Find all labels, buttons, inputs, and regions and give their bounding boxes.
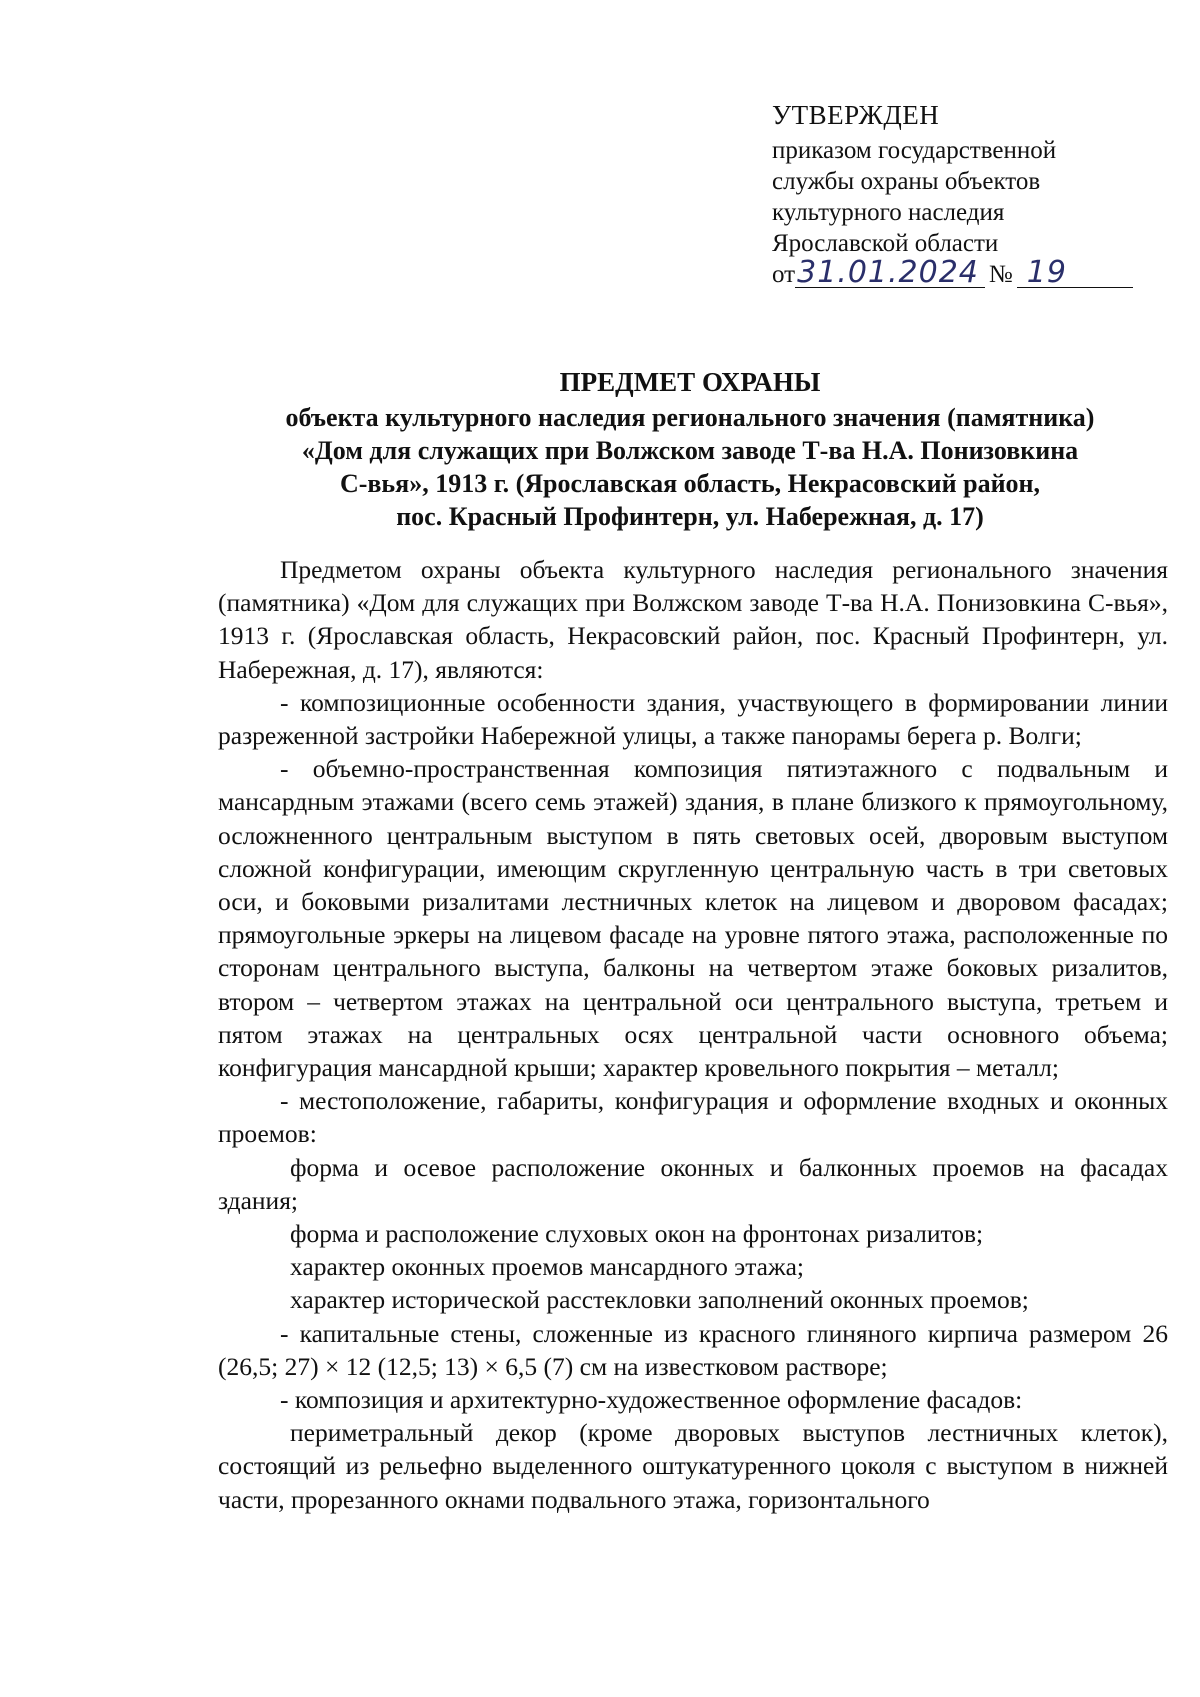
document-title: ПРЕДМЕТ ОХРАНЫ — [559, 367, 821, 397]
body-paragraph-item: - местоположение, габариты, конфигурация и оформление входных и оконных проемов: — [218, 1086, 1168, 1149]
document-heading — [150, 366, 1200, 533]
approval-block — [772, 100, 1132, 290]
body-paragraph-item: - композиция и архитектурно-художественное оформление фасадов: — [280, 1385, 1023, 1415]
approval-line: приказом государственной — [772, 137, 1057, 164]
approval-line: культурного наследия — [772, 199, 1005, 226]
heading-line: «Дом для служащих при Волжском заводе Т-ва Н.А. Понизовкина — [301, 436, 1079, 465]
body-paragraph-intro: Предметом охраны объекта культурного наследия регионального значения (памятника) «Дом для служащих при Волжском заводе Т-ва Н.А. Понизовкина С-вья», 1913 г. (Ярославская область, Некрасовский район, пос. Красный Профинтерн, ул. Набережная, д. 17), являются: — [218, 555, 1168, 684]
approval-date-number-line — [772, 255, 1132, 290]
approval-line: службы охраны объектов — [772, 168, 1041, 195]
heading-line: С-вья», 1913 г. (Ярославская область, Некрасовский район, — [339, 469, 1041, 498]
body-paragraph-item: - капитальные стены, сложенные из красного глиняного кирпича размером 26 (26,5; 27) × 12 (12,5; 13) × 6,5 (7) см на известковом растворе; — [218, 1318, 1168, 1381]
handwritten-number: 19 — [1017, 259, 1133, 288]
approval-title: УТВЕРЖДЕН — [772, 100, 940, 130]
date-prefix: от — [772, 261, 796, 288]
document-body — [218, 553, 1168, 1516]
body-paragraph-subitem: форма и осевое расположение оконных и балконных проемов на фасадах здания; — [218, 1152, 1168, 1215]
body-paragraph-subitem: форма и расположение слуховых окон на фронтонах ризалитов; — [290, 1219, 984, 1249]
body-paragraph-subitem: периметральный декор (кроме дворовых выступов лестничных клеток), состоящий из рельефно выделенного оштукатуренного цоколя с выступом в нижней части, прорезанного окнами подвального этажа, горизонтального — [218, 1418, 1168, 1514]
number-sign: № — [988, 261, 1013, 288]
body-paragraph-subitem: характер оконных проемов мансардного этажа; — [290, 1252, 805, 1282]
handwritten-date: 31.01.2024 — [795, 259, 985, 288]
body-paragraph-item: - объемно-пространственная композиция пятиэтажного с подвальным и мансардным этажами (всего семь этажей) здания, в плане близкого к прямоугольному, осложненного центральным выступом в пять световых осей, дворовым выступом сложной конфигурации, имеющим скругленную центральную часть в три световых оси, и боковыми ризалитами лестничных клеток на лицевом и дворовом фасадах; прямоугольные эркеры на лицевом фасаде на уровне пятого этажа, расположенные по сторонам центрального выступа, балконы на четвертом этаже боковых ризалитов, втором – четвертом этажах на центральной оси центрального выступа, третьем и пятом этажах на центральных осях центральной части основного объема; конфигурация мансардной крыши; характер кровельного покрытия – металл; — [218, 754, 1168, 1083]
heading-line: объекта культурного наследия регионального значения (памятника) — [285, 403, 1095, 432]
approval-line: Ярославской области — [772, 230, 999, 257]
body-paragraph-subitem: характер исторической расстекловки заполнений оконных проемов; — [290, 1285, 1029, 1315]
heading-line: пос. Красный Профинтерн, ул. Набережная, д. 17) — [396, 502, 984, 531]
body-paragraph-item: - композиционные особенности здания, участвующего в формировании линии разреженной застройки Набережной улицы, а также панорамы берега р. Волги; — [218, 687, 1168, 751]
